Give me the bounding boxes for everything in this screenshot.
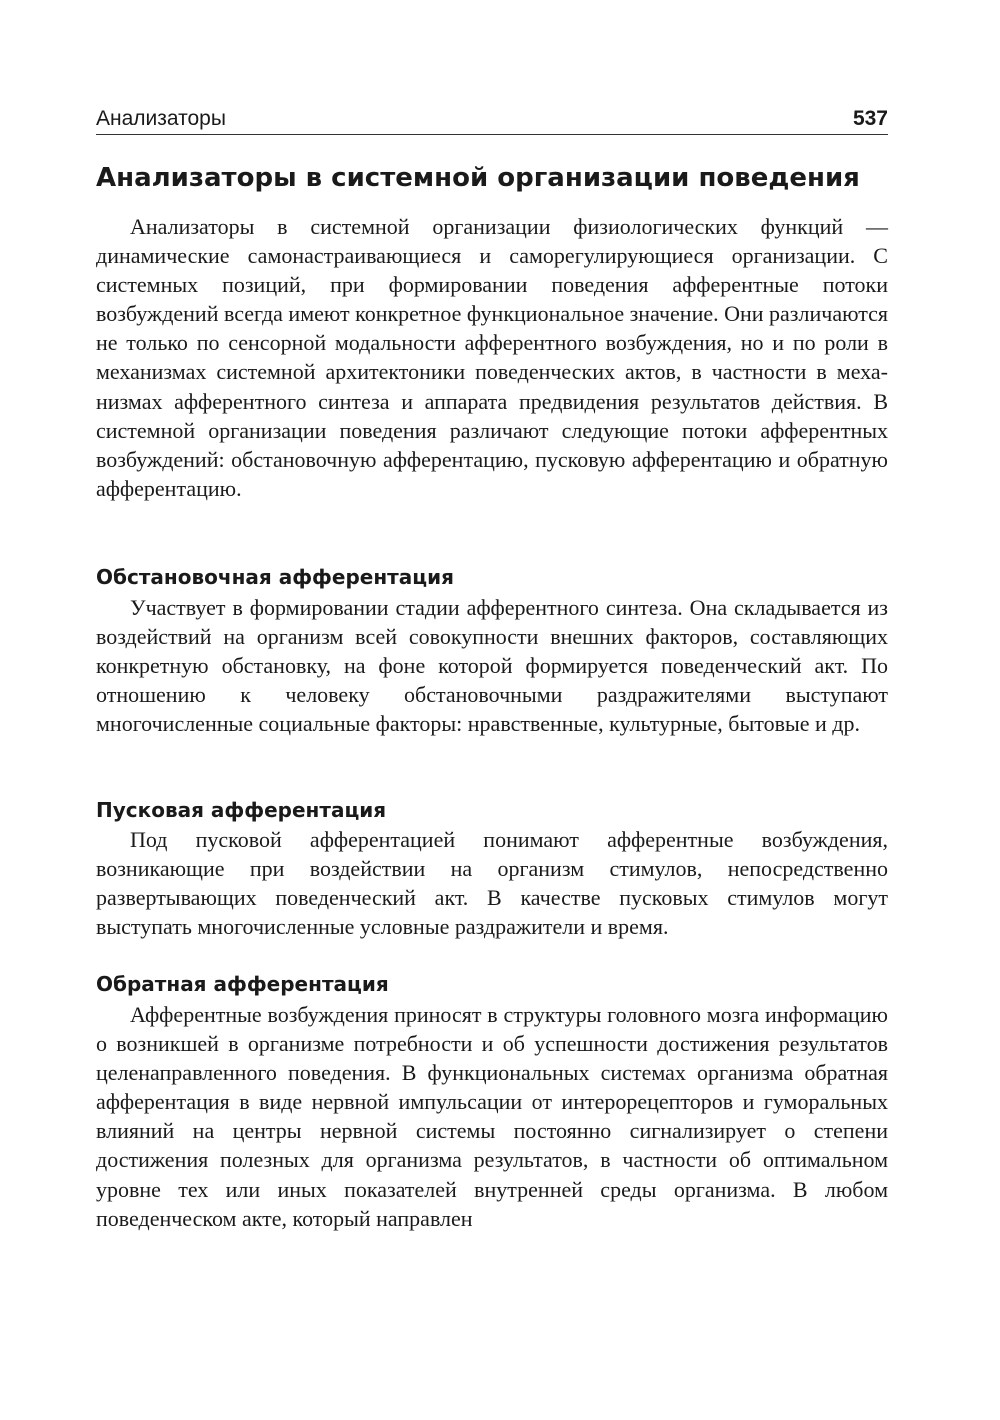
section-title-feedback-afferentation: Обратная афферентация — [96, 972, 389, 996]
page-number: 537 — [852, 107, 888, 130]
section-title-situational-afferentation: Обстановочная афферентация — [96, 565, 454, 589]
intro-paragraph: Анализаторы в системной организации физиологических функций — динамические самонастраивающиеся и саморегулирующиеся организации. С системных позиций, при формировании поведения афферентные потоки возбуждений всегда имеют конкретное функциональное значение. Они различаются не только по сенсорной модальности афферентного возбуждения, но и по роли в механизмах системной архитектоники поведенческих актов, в частности в механизмах афферентного синтеза и аппарата предвидения результатов действия. В системной организации поведения различают следующие потоки афферентных возбуждений: обстановочную афферентацию, пусковую афферентацию и обратную афферентацию. — [96, 214, 888, 501]
section-text-situational-afferentation: Участвует в формировании стадии афферентного синтеза. Она складывается из воздействий на организм всей совокупности внешних факторов, составляющих конкретную обстановку, на фоне которой формируется поведенческий акт. По отношению к человеку обстановочными раздражителями выступают многочисленные социальные факторы: нравственные, культурные, бытовые и др. — [96, 595, 888, 737]
running-head-section: Анализаторы — [96, 107, 226, 130]
section-text-trigger-afferentation: Под пусковой афферентацией понимают афферентные возбуждения, возникающие при воздействии на организм стимулов, непосредственно развертывающих поведенческий акт. В качестве пусковых стимулов могут выступать многочисленные условные раздражители и время. — [96, 827, 888, 940]
chapter-title: Анализаторы в системной организации поведения — [96, 163, 860, 193]
running-head — [96, 106, 888, 135]
section-text-feedback-afferentation: Афферентные возбуждения приносят в структуры головного мозга информацию о возникшей в организме потребности и об успешности достижения результатов целенаправленного поведения. В функциональных системах организма обратная афферентация в виде нервной импульсации от интерорецепторов и гуморальных влияний на центры нервной системы постоянно сигнализирует о степени достижения полезных для организма результатов, в частности об оптимальном уровне тех или иных показателей внутренней среды организма. В любом поведенческом акте, который направлен — [96, 1002, 888, 1231]
section-title-trigger-afferentation: Пусковая афферентация — [96, 798, 387, 822]
